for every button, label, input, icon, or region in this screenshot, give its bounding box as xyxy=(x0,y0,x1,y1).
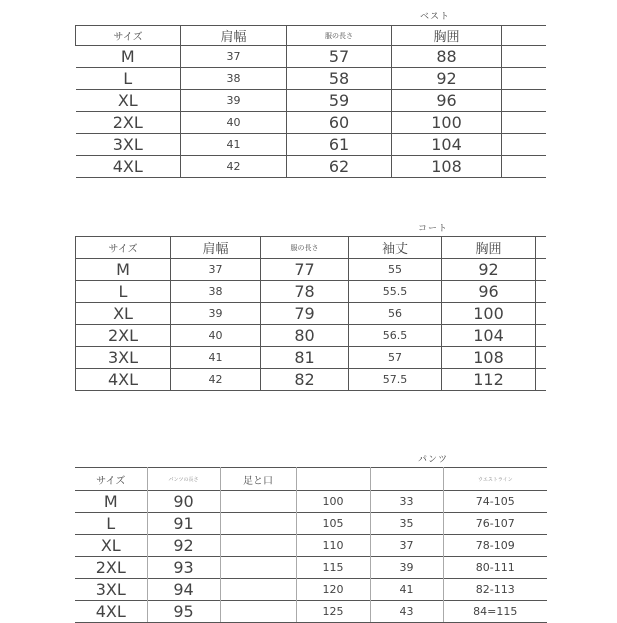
empty-cell xyxy=(536,369,546,391)
table-row xyxy=(76,281,546,303)
size-cell: L xyxy=(76,281,171,303)
size-cell: XL xyxy=(76,90,181,112)
table-row xyxy=(75,601,547,623)
sleeve-cell: 57.5 xyxy=(349,369,442,391)
sleeve-cell: 56 xyxy=(349,303,442,325)
table-row xyxy=(76,134,546,156)
col5-cell: 33 xyxy=(370,491,443,513)
length-cell: 61 xyxy=(287,134,392,156)
table-row xyxy=(76,156,546,178)
pants-header-waist: ウエストライン xyxy=(443,468,547,491)
table-row xyxy=(76,90,546,112)
table-row xyxy=(75,513,547,535)
vest-header-chest: 胸囲 xyxy=(392,26,502,46)
col4-cell: 115 xyxy=(296,557,370,579)
vest-header-shoulder: 肩幅 xyxy=(181,26,287,46)
vest-size-table xyxy=(75,25,546,178)
waist-cell: 84=115 xyxy=(443,601,547,623)
chest-cell: 108 xyxy=(442,347,536,369)
vest-header-extra xyxy=(502,26,546,46)
sleeve-cell: 56.5 xyxy=(349,325,442,347)
size-cell: 3XL xyxy=(76,347,171,369)
size-cell: 4XL xyxy=(76,156,181,178)
coat-header-row xyxy=(76,237,546,259)
length-cell: 77 xyxy=(261,259,349,281)
chest-cell: 104 xyxy=(442,325,536,347)
pants-header-col4 xyxy=(296,468,370,491)
waist-cell: 80-111 xyxy=(443,557,547,579)
col4-cell: 125 xyxy=(296,601,370,623)
pants-header-length: パンツの長さ xyxy=(147,468,220,491)
col4-cell: 100 xyxy=(296,491,370,513)
size-cell: 3XL xyxy=(75,579,147,601)
col5-cell: 41 xyxy=(370,579,443,601)
sleeve-cell: 57 xyxy=(349,347,442,369)
size-cell: 4XL xyxy=(76,369,171,391)
hem-cell xyxy=(220,491,296,513)
shoulder-cell: 37 xyxy=(171,259,261,281)
chest-cell: 112 xyxy=(442,369,536,391)
length-cell: 91 xyxy=(147,513,220,535)
length-cell: 90 xyxy=(147,491,220,513)
col4-cell: 120 xyxy=(296,579,370,601)
coat-header-length: 服の長さ xyxy=(261,237,349,259)
chest-cell: 104 xyxy=(392,134,502,156)
size-cell: XL xyxy=(76,303,171,325)
shoulder-cell: 41 xyxy=(181,134,287,156)
pants-header-col5 xyxy=(370,468,443,491)
coat-header-chest: 胸囲 xyxy=(442,237,536,259)
chest-cell: 108 xyxy=(392,156,502,178)
empty-cell xyxy=(536,347,546,369)
col4-cell: 110 xyxy=(296,535,370,557)
table-row xyxy=(75,579,547,601)
col5-cell: 43 xyxy=(370,601,443,623)
vest-header-length: 服の長さ xyxy=(287,26,392,46)
empty-cell xyxy=(502,156,546,178)
pants-header-row xyxy=(75,468,547,491)
chest-cell: 96 xyxy=(392,90,502,112)
waist-cell: 82-113 xyxy=(443,579,547,601)
length-cell: 62 xyxy=(287,156,392,178)
table-row xyxy=(75,557,547,579)
chest-cell: 92 xyxy=(442,259,536,281)
length-cell: 58 xyxy=(287,68,392,90)
length-cell: 82 xyxy=(261,369,349,391)
length-cell: 60 xyxy=(287,112,392,134)
coat-size-table xyxy=(75,236,546,391)
empty-cell xyxy=(536,281,546,303)
length-cell: 92 xyxy=(147,535,220,557)
size-cell: M xyxy=(76,259,171,281)
chest-cell: 100 xyxy=(392,112,502,134)
empty-cell xyxy=(536,237,546,259)
shoulder-cell: 37 xyxy=(181,46,287,68)
shoulder-cell: 38 xyxy=(171,281,261,303)
table-row xyxy=(75,535,547,557)
shoulder-cell: 39 xyxy=(171,303,261,325)
col4-cell: 105 xyxy=(296,513,370,535)
length-cell: 79 xyxy=(261,303,349,325)
hem-cell xyxy=(220,513,296,535)
chest-cell: 88 xyxy=(392,46,502,68)
table-row xyxy=(75,491,547,513)
size-cell: M xyxy=(75,491,147,513)
table-row xyxy=(76,259,546,281)
col5-cell: 35 xyxy=(370,513,443,535)
hem-cell xyxy=(220,535,296,557)
empty-cell xyxy=(536,325,546,347)
pants-size-table xyxy=(75,467,547,623)
size-cell: L xyxy=(76,68,181,90)
length-cell: 80 xyxy=(261,325,349,347)
waist-cell: 78-109 xyxy=(443,535,547,557)
chest-cell: 100 xyxy=(442,303,536,325)
coat-header-size: サイズ xyxy=(76,237,171,259)
length-cell: 93 xyxy=(147,557,220,579)
hem-cell xyxy=(220,579,296,601)
table-row xyxy=(76,303,546,325)
coat-header-shoulder: 肩幅 xyxy=(171,237,261,259)
pants-header-hem: 足と口 xyxy=(220,468,296,491)
sleeve-cell: 55 xyxy=(349,259,442,281)
length-cell: 95 xyxy=(147,601,220,623)
shoulder-cell: 42 xyxy=(181,156,287,178)
table-row xyxy=(76,112,546,134)
coat-caption: コート xyxy=(418,224,449,234)
size-cell: 3XL xyxy=(76,134,181,156)
vest-header-size: サイズ xyxy=(76,26,181,46)
coat-header-sleeve: 袖丈 xyxy=(349,237,442,259)
size-cell: XL xyxy=(75,535,147,557)
table-row xyxy=(76,325,546,347)
empty-cell xyxy=(502,46,546,68)
chest-cell: 96 xyxy=(442,281,536,303)
shoulder-cell: 40 xyxy=(171,325,261,347)
size-cell: 2XL xyxy=(75,557,147,579)
size-cell: 2XL xyxy=(76,325,171,347)
waist-cell: 74-105 xyxy=(443,491,547,513)
shoulder-cell: 39 xyxy=(181,90,287,112)
table-row xyxy=(76,68,546,90)
size-cell: L xyxy=(75,513,147,535)
vest-header-row xyxy=(76,26,546,46)
empty-cell xyxy=(536,303,546,325)
pants-header-size: サイズ xyxy=(75,468,147,491)
hem-cell xyxy=(220,557,296,579)
pants-caption: パンツ xyxy=(418,455,449,465)
sleeve-cell: 55.5 xyxy=(349,281,442,303)
empty-cell xyxy=(502,90,546,112)
length-cell: 57 xyxy=(287,46,392,68)
size-cell: 2XL xyxy=(76,112,181,134)
waist-cell: 76-107 xyxy=(443,513,547,535)
empty-cell xyxy=(502,134,546,156)
empty-cell xyxy=(502,112,546,134)
shoulder-cell: 42 xyxy=(171,369,261,391)
shoulder-cell: 41 xyxy=(171,347,261,369)
table-row xyxy=(76,347,546,369)
length-cell: 59 xyxy=(287,90,392,112)
chest-cell: 92 xyxy=(392,68,502,90)
size-cell: M xyxy=(76,46,181,68)
col5-cell: 39 xyxy=(370,557,443,579)
hem-cell xyxy=(220,601,296,623)
shoulder-cell: 40 xyxy=(181,112,287,134)
length-cell: 94 xyxy=(147,579,220,601)
table-row xyxy=(76,369,546,391)
col5-cell: 37 xyxy=(370,535,443,557)
size-cell: 4XL xyxy=(75,601,147,623)
length-cell: 78 xyxy=(261,281,349,303)
vest-caption: ベスト xyxy=(420,12,451,22)
shoulder-cell: 38 xyxy=(181,68,287,90)
table-row xyxy=(76,46,546,68)
length-cell: 81 xyxy=(261,347,349,369)
empty-cell xyxy=(536,259,546,281)
empty-cell xyxy=(502,68,546,90)
